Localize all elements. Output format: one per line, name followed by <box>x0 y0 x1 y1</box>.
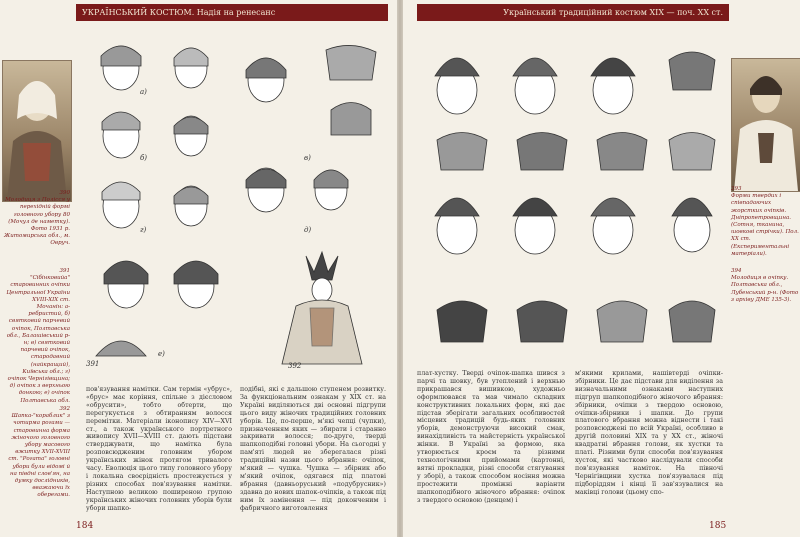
caption-392: 392 Шапка-"кораблик" з чотирма рогами — старовинна форма жіночого головного убору масового вжитку XVII-XVIII ст. "Рогата" головні убори були відомі й на півдні слов'ян, на думку дослідників, вважаючи їх оберегами. <box>8 406 70 499</box>
figure-letter-g: г) <box>140 226 147 234</box>
right-body-column-1: плат-хустку. Тверді очіпок-шапка шився з парчі та шовку, був утеплений і верхнью прикрашався вишивкою, художньо оформлювався та мав чимало складних конструктивних локальних форм, які дає підстав зберігати загальних особливостей місцевих традицій будь-яких головних уборів, демонструючи високий смак, винахідливість та майстерність української жінки. В Україні за формою, яка утворюється кроєм та різними технологічними прийомами (картонні, вятні прокладки, різні способи стягування у зборі), а також способом носіння можна простежити проміжні варіанти шапкоподібного жіночого вбрання: очіпок з твердого основою (денцем) і <box>417 370 565 504</box>
right-caption-sidebar <box>729 30 800 525</box>
figure-letter-d: д) <box>304 226 312 234</box>
left-page <box>0 0 397 537</box>
right-page-number: 185 <box>709 521 727 531</box>
figure-letter-b: б) <box>140 154 148 162</box>
figure-letter-v: в) <box>304 154 311 162</box>
caption-390: 390 Молодиця з Полісся у перехідній формі головного убору 80 (Мочул де наметку). Фото 1931 р. Житомирська обл., м. Овруч. <box>4 190 70 247</box>
caption-391: 391 "Сiбiнковийа" старовинних очіпки Центральної України XVIII-XIX ст. Мочанін: а-ребристий, б) святковий парчевий очіпок, Полтавська обл., Балашівський р-н; в) святковий парчевий очіпок, стародавний (найкращий), Київська обл.; г) очіпок Чернігівщина; д) очіпок з верхньою донкою; е) очіпок Полтавська обл. <box>6 268 70 404</box>
figure-number-391: 391 <box>86 360 100 368</box>
figure-letter-a: а) <box>140 88 147 96</box>
left-running-head: УКРАЇНСЬКИЙ КОСТЮМ. Надія на ренесанс <box>76 4 388 21</box>
figure-letter-e: е) <box>158 350 165 358</box>
right-running-head: Український традиційний костюм XIX — поч. XX ст. <box>417 4 729 21</box>
left-page-number: 184 <box>76 521 94 531</box>
photo-poltava-woman <box>731 58 800 192</box>
illustration-horned-headdress-woman <box>266 246 376 366</box>
headdress-illustrations-column-1 <box>86 36 236 246</box>
caption-393: 393 Форми твердих і співпадаючих жорстких очіпків. Дніпропетровщина. (Сотня, тканина, шовкові стрічки). Пол. XX ст. (Експериментальні матеріали). <box>731 186 799 257</box>
headdress-illustrations-bottom-left <box>86 246 236 374</box>
left-body-column-1: пов'язування намітки. Сам термін «убрус», «брус» має коріння, спільне з дієсловом «обрусити», тобто обтерти, що перегукується з обтиранням волосся перемітки. Матеріали іконопису XIV—XVI ст., а також українського портретного живопису XVII—XVIII ст. дають підстави стверджувати, що намітка була розповсюдженим головним убором українських жінок протягом тривалого часу. Еволюція цього типу головного убору і локальна своєрідність простежується у різних способах пов'язування намітки. Наступною великою поширеною групою українських жіночих головних уборів були убори шапко- <box>86 386 232 512</box>
right-page <box>403 0 800 537</box>
headdress-illustrations-column-2 <box>236 40 386 240</box>
headdress-portrait-grid <box>417 30 723 360</box>
figure-number-392: 392 <box>288 362 302 370</box>
photo-polissia-woman <box>2 60 72 202</box>
caption-394: 394 Молодиця в очіпку. Полтавська обл., Лубенський р-н. (Фото з архіву ДМЕ 135-3). <box>731 268 799 303</box>
right-body-column-2: м'якими крилами, нашівтерді очіпки-збірники. Це дає підстави для виділення за визначальними ознаками наступних підгруп шапкоподібного жіночого вбрання: збірники, очіпки з твердою основою, очіпки-збірники і шапки. До групи платового вбрання можна віднести і такі розповсюджені по всій Україні, особливо в другій половині XIX та у XX ст., жіночі квадратні вбрання голови, як хустки та платі. Різними були способи пов'язування хусток, які частково наслідували способи пов'язування наміток. На півночі Чернігівщини хустка пов'язувалася під підборіддям і кінці її зав'язувалися на маківці голови (цьому спо- <box>575 370 723 496</box>
left-body-column-2: подібні, які є дальшою ступенем розвитку. За функціональним ознакам у XIX ст. на Україні виділяються дві основні підгрупи цього виду жіночих традиційних головних уборів. Це, по-перше, м'які чепці (чупки), призначенням яких — збирати і старанно закривати волосся; по-друге, тверді шапкоподібні головні убори. На сьогодні у пам'яті людей не зберегалася різні традиційні назви цього вбрання: очіпок, м'який — чушка. Чушка — збірник або м'який очіпок, одягався під платові вбрання (давньоруський «подубрусник») здавна до нових шапок-очіпків, а також під ним їх замінення — під доконченим і фабричного виготовлення <box>240 386 386 512</box>
left-caption-sidebar <box>0 30 74 525</box>
